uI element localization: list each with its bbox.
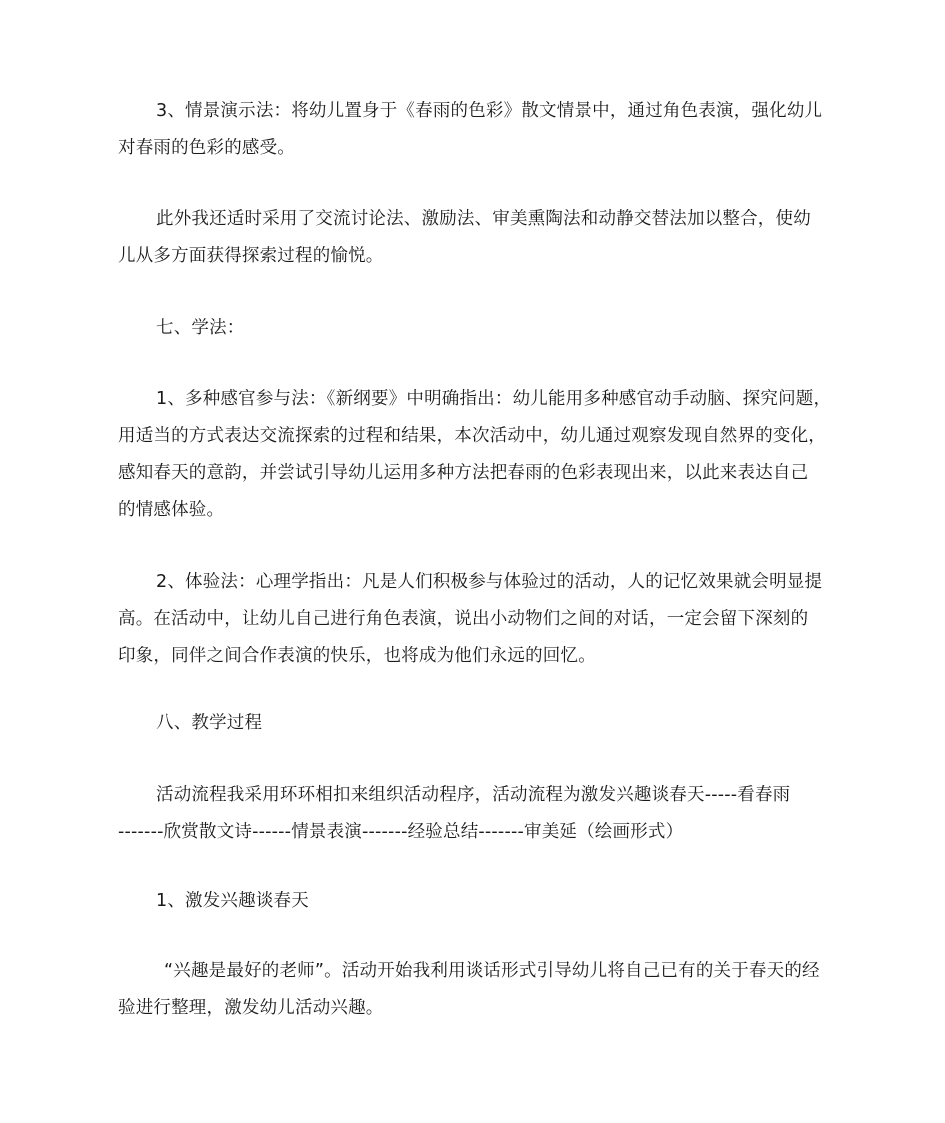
paragraph-learning-1 [118,381,830,529]
heading-text: 七、学法： [156,318,245,338]
text-line: 对春雨的色彩的感受。 [118,138,295,158]
text-line: 儿从多方面获得探索过程的愉悦。 [118,246,384,266]
text-line: “兴趣是最好的老师”。活动开始我利用谈话形式引导幼儿将自己已有的关于春天的经 [164,961,820,981]
paragraph-method-3 [118,93,830,167]
text-line: -------欣赏散文诗------情景表演-------经验总结-------审美延（绘画形式） [118,822,684,842]
text-line: 验进行整理，激发幼儿活动兴趣。 [118,998,384,1018]
subsection-heading [118,883,830,920]
paragraph-step-1-body [118,953,830,1027]
text-line: 的情感体验。 [118,500,225,520]
text-line: 高。在活动中，让幼儿自己进行角色表演，说出小动物们之间的对话，一定会留下深刻的 [118,609,809,629]
paragraph-learning-2 [118,564,830,675]
text-line: 用适当的方式表达交流探索的过程和结果，本次活动中，幼儿通过观察发现自然界的变化， [118,426,826,446]
section-heading [118,705,830,742]
section-heading [118,310,830,347]
text-line: 活动流程我采用环环相扣来组织活动程序，活动流程为激发兴趣谈春天-----看春雨 [156,785,791,805]
text-line: 印象，同伴之间合作表演的快乐，也将成为他们永远的回忆。 [118,646,596,666]
text-line: 感知春天的意韵，并尝试引导幼儿运用多种方法把春雨的色彩表现出来，以此来表达自己 [118,463,809,483]
text-line: 2、体验法：心理学指出：凡是人们积极参与体验过的活动，人的记忆效果就会明显提 [156,572,823,592]
text-line: 1、多种感官参与法：《新纲要》中明确指出：幼儿能用多种感官动手动脑、探究问题， [156,389,832,409]
text-line: 3、情景演示法：将幼儿置身于《春雨的色彩》散文情景中，通过角色表演，强化幼儿 [156,101,823,121]
paragraph-process-flow [118,777,830,851]
paragraph-other-methods [118,201,830,275]
heading-text: 1、激发兴趣谈春天 [156,891,309,911]
text-line: 此外我还适时采用了交流讨论法、激励法、审美熏陶法和动静交替法加以整合，使幼 [156,209,811,229]
heading-text: 八、教学过程 [156,713,263,733]
